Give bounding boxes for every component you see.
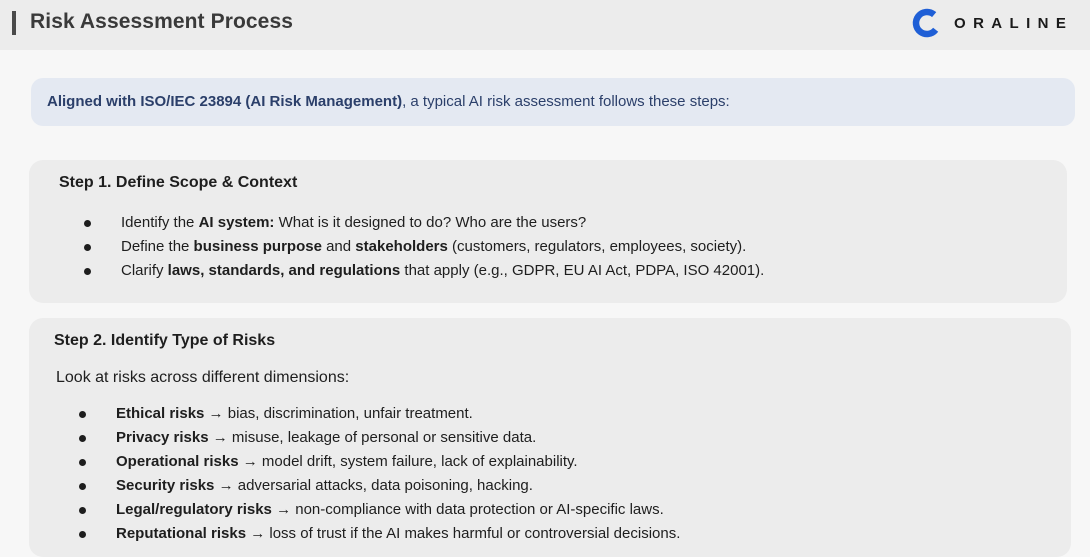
step2-list — [79, 402, 680, 546]
risk-label: Privacy risks — [116, 429, 209, 446]
intro-banner — [31, 78, 1075, 126]
step2-title: Step 2. Identify Type of Risks — [54, 332, 276, 349]
list-item — [84, 259, 764, 283]
item-text: and — [321, 238, 356, 255]
bullet-icon — [79, 459, 86, 466]
bullet-icon — [79, 507, 86, 514]
step1-card — [29, 160, 1067, 303]
item-text: Identify the — [121, 214, 199, 231]
step2-lead: Look at risks across different dimensions: — [56, 369, 350, 386]
risk-label: Operational risks — [116, 453, 239, 470]
item-text: What is it designed to do? Who are the users? — [274, 214, 587, 231]
risk-desc: → adversarial attacks, data poisoning, hacking. — [214, 477, 533, 494]
header-bar — [0, 0, 1090, 50]
bullet-icon — [79, 531, 86, 538]
item-bold: laws, standards, and regulations — [167, 262, 401, 279]
coraline-c-logo-icon — [912, 8, 942, 38]
list-item — [79, 402, 680, 426]
list-item — [79, 474, 680, 498]
intro-text — [47, 93, 730, 110]
intro-text-bold: Aligned with ISO/IEC 23894 (AI Risk Management) — [47, 93, 403, 110]
bullet-icon — [79, 483, 86, 490]
list-item — [84, 235, 764, 259]
item-text: Define the — [121, 238, 194, 255]
bullet-icon — [84, 220, 91, 227]
page-title: Risk Assessment Process — [30, 10, 294, 33]
item-text: (customers, regulators, employees, society). — [447, 238, 747, 255]
list-item — [84, 211, 764, 235]
risk-label: Security risks — [116, 477, 215, 494]
intro-text-rest: , a typical AI risk assessment follows these steps: — [402, 93, 730, 110]
step1-list — [84, 211, 764, 283]
risk-label: Ethical risks — [116, 405, 205, 422]
item-text: that apply (e.g., GDPR, EU AI Act, PDPA, ISO 42001). — [400, 262, 765, 279]
risk-label: Reputational risks — [116, 525, 247, 542]
item-bold: business purpose — [193, 238, 322, 255]
logo-wordmark: ORALINE — [954, 14, 1074, 32]
risk-desc: → loss of trust if the AI makes harmful or controversial decisions. — [246, 525, 681, 542]
risk-desc: → non-compliance with data protection or AI-specific laws. — [271, 501, 664, 518]
bullet-icon — [79, 411, 86, 418]
bullet-icon — [84, 244, 91, 251]
list-item — [79, 522, 680, 546]
item-text: Clarify — [121, 262, 168, 279]
item-bold: AI system: — [198, 214, 275, 231]
risk-desc: → misuse, leakage of personal or sensitive data. — [208, 429, 537, 446]
title-accent-bar — [12, 11, 16, 35]
brand-logo — [912, 8, 1073, 38]
bullet-icon — [79, 435, 86, 442]
list-item — [79, 498, 680, 522]
risk-desc: → model drift, system failure, lack of explainability. — [238, 453, 578, 470]
list-item — [79, 450, 680, 474]
step1-title: Step 1. Define Scope & Context — [59, 174, 298, 191]
item-bold: stakeholders — [355, 238, 448, 255]
risk-desc: → bias, discrimination, unfair treatment. — [204, 405, 473, 422]
bullet-icon — [84, 268, 91, 275]
risk-label: Legal/regulatory risks — [116, 501, 272, 518]
step2-card — [29, 318, 1071, 557]
list-item — [79, 426, 680, 450]
